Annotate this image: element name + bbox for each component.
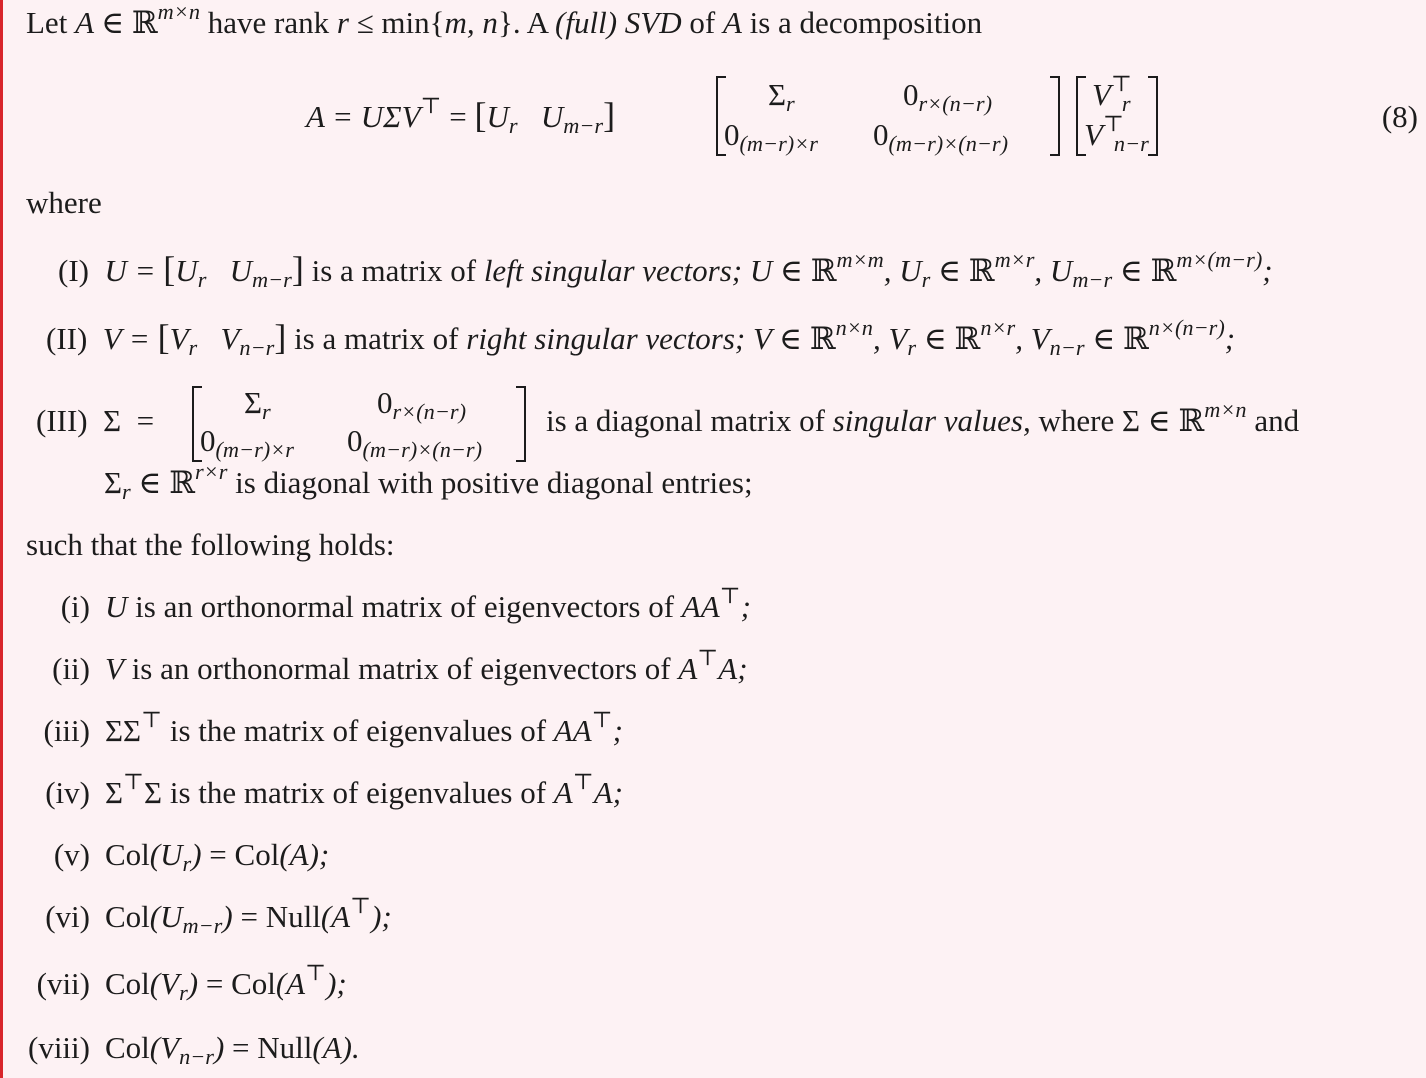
zero-bottom-right-cell: $0_{(m-r)\times(n-r)}$ xyxy=(347,423,483,463)
math-rank-condition: r ≤ min{m, n} xyxy=(336,5,513,40)
intro-text-of: of xyxy=(689,5,716,40)
math-V-dims: V ∈ ℝ$^{n\times n}$, $V_r$ ∈ ℝ$^{n\times r}$, $V_{n-r}$ ∈ ℝ$^{n\times(n-r)}$; xyxy=(753,315,1236,361)
property-v: (v) $Col(U_r) = Col(A)$; xyxy=(53,837,330,877)
property-vi: (vi) $Col(U_{m-r})$ = Null(A⊤); xyxy=(45,893,392,939)
definition-text: is a matrix of xyxy=(311,253,477,288)
equation-number: (8) xyxy=(1381,99,1418,134)
svd-definition-text xyxy=(26,0,1416,1078)
definition-label: (I) xyxy=(58,253,89,288)
definition-label: (II) xyxy=(46,321,88,356)
definition-item-III xyxy=(36,402,154,439)
math-A: A xyxy=(722,5,742,40)
property-i: (i) U is an orthonormal matrix of eigenvectors of AA⊤; xyxy=(60,583,751,624)
zero-bottom-right-cell: $0_{(m-r)\times(n-r)}$ xyxy=(873,117,1009,157)
such-that-label: such that the following holds: xyxy=(26,527,395,562)
right-singular-vectors-term: right singular vectors; xyxy=(466,321,746,356)
svd-equation xyxy=(306,71,1206,164)
definition-III-text: is a diagonal matrix of singular values, where Σ ∈ ℝ$^{m\times n}$ and xyxy=(546,397,1300,439)
v-r-transpose: $V^⊤_r$ xyxy=(1092,71,1132,117)
zero-top-right-cell: $0_{r\times(n-r)}$ xyxy=(903,77,992,117)
definition-item-I xyxy=(58,248,1273,291)
property-iv: (iv) Σ⊤Σ is the matrix of eigenvalues of A⊤A; xyxy=(45,769,623,810)
math-A-in-R: A ∈ ℝ$^{m\times n}$ xyxy=(75,0,200,41)
zero-top-right-cell: $0_{r\times(n-r)}$ xyxy=(377,385,466,425)
property-iii: (iii) ΣΣ⊤ is the matrix of eigenvalues of AA⊤; xyxy=(43,707,623,748)
singular-values-term: singular values, xyxy=(832,403,1031,438)
intro-text-let: Let xyxy=(26,5,68,40)
sigma-definition-matrix xyxy=(192,386,526,462)
sigma-block-matrix xyxy=(716,76,1060,156)
zero-bottom-left-cell: $0_{(m-r)\times r}$ xyxy=(724,117,818,157)
math-U-dims: U ∈ ℝ$^{m\times m}$, $U_r$ ∈ ℝ$^{m\times r}$, $U_{m-r}$ ∈ ℝ$^{m\times(m-r)}$; xyxy=(749,247,1273,293)
math-sigma-eq: Σ = xyxy=(95,403,155,438)
definition-III-continuation: $\Sigma_r$ ∈ ℝ$^{r\times r}$ is diagonal with positive diagonal entries; xyxy=(104,459,753,505)
sigma-r-cell: $\Sigma_r$ xyxy=(768,77,795,117)
property-vii: (vii) $Col(V_r) = Col(A^⊤)$; xyxy=(36,960,347,1006)
definition-item-II xyxy=(46,316,1235,359)
left-margin-rule xyxy=(0,0,3,1078)
v-transpose-block xyxy=(1076,71,1158,157)
intro-text-a: . A xyxy=(512,5,548,40)
property-viii: (viii) $Col(V_{n-r})$ = Null(A). xyxy=(28,1030,360,1070)
intro-text-decomposition: is a decomposition xyxy=(749,5,983,40)
math-U-block: $U = [U_r$ $U_{m-r}$] xyxy=(96,249,304,293)
equation-lhs: $A = U\Sigma V^⊤ = [U_r$ $U_{m-r}$] xyxy=(306,93,616,139)
intro-text-rank: have rank xyxy=(207,5,330,40)
definition-label: (III) xyxy=(36,403,88,438)
zero-bottom-left-cell: $0_{(m-r)\times r}$ xyxy=(200,423,294,463)
where-label: where xyxy=(26,185,102,220)
v-n-minus-r-transpose: $V^⊤_{n-r}$ xyxy=(1084,111,1149,157)
math-V-block: $V = [V_r$ $V_{n-r}$] xyxy=(95,317,287,361)
full-svd-term: (full) SVD xyxy=(555,5,682,40)
property-ii: (ii) V is an orthonormal matrix of eigenvectors of A⊤A; xyxy=(52,645,748,686)
left-singular-vectors-term: left singular vectors; xyxy=(483,253,743,288)
definition-text: is a matrix of xyxy=(294,321,459,356)
sigma-r-cell: $\Sigma_r$ xyxy=(244,385,271,425)
intro-sentence xyxy=(26,0,983,42)
